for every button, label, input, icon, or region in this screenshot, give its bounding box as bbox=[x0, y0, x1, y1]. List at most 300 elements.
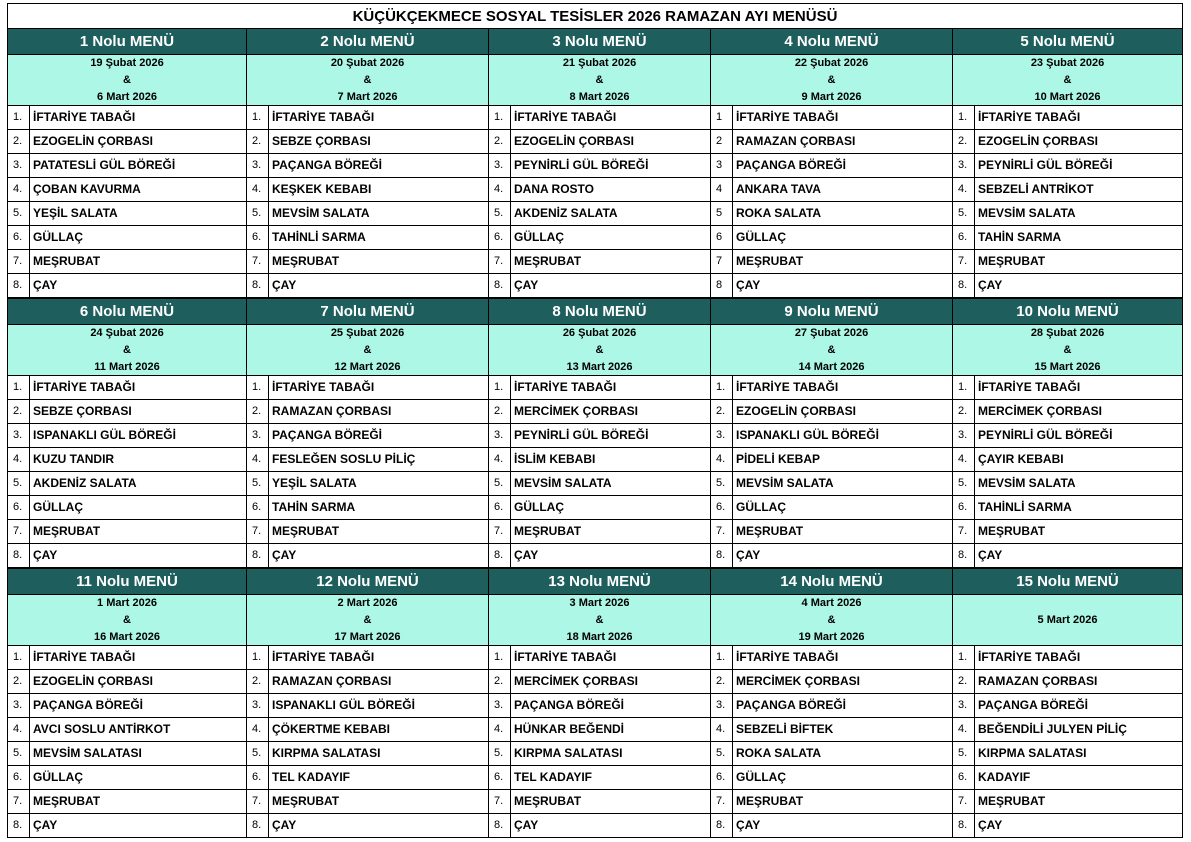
menu-item-row bbox=[247, 376, 488, 400]
menu-item-name: KIRPMA SALATASI bbox=[272, 746, 381, 760]
menu-item-number: 7. bbox=[953, 790, 975, 813]
menu-item-number: 8. bbox=[8, 274, 30, 297]
menu-item-name: İFTARİYE TABAĞI bbox=[978, 110, 1081, 124]
menu-date-line: & bbox=[1063, 73, 1072, 86]
menu-item-name: GÜLLAÇ bbox=[514, 230, 564, 244]
menu-item-row bbox=[8, 496, 246, 520]
menu-item-name: İFTARİYE TABAĞI bbox=[33, 380, 136, 394]
menu-item-number: 6. bbox=[247, 226, 269, 249]
menu-item-name: KADAYIF bbox=[978, 770, 1031, 784]
menu-item-name: ÇAY bbox=[514, 548, 539, 562]
menu-item-number: 1. bbox=[247, 376, 269, 399]
menu-item-row bbox=[953, 718, 1182, 742]
menu-item-name: MEŞRUBAT bbox=[978, 794, 1046, 808]
menu-item-name: ÇAY bbox=[33, 818, 58, 832]
menu-item-row bbox=[8, 718, 246, 742]
menu-item-name: TAHİNLİ SARMA bbox=[978, 500, 1072, 514]
menu-date-line: & bbox=[595, 343, 604, 356]
menu-item-row bbox=[8, 376, 246, 400]
menu-item-name: AKDENİZ SALATA bbox=[514, 206, 618, 220]
menu-item-row bbox=[247, 154, 488, 178]
menu-item-number: 6. bbox=[247, 496, 269, 519]
menu-item-row bbox=[247, 694, 488, 718]
menu-item-row bbox=[711, 718, 952, 742]
menu-date-line: 21 Şubat 2026 bbox=[562, 56, 637, 69]
menu-date-line: & bbox=[363, 343, 372, 356]
menu-item-name: İFTARİYE TABAĞI bbox=[514, 110, 617, 124]
menu-item-number: 3. bbox=[953, 154, 975, 177]
menu-item-row bbox=[247, 226, 488, 250]
menu-item-row bbox=[711, 400, 952, 424]
menu-item-name: DANA ROSTO bbox=[514, 182, 595, 196]
menu-item-number: 7. bbox=[247, 520, 269, 543]
menu-item-row bbox=[711, 766, 952, 790]
menu-item-number: 6. bbox=[8, 496, 30, 519]
menu-item-name: PAÇANGA BÖREĞİ bbox=[33, 698, 144, 712]
menu-title: 3 Nolu MENÜ bbox=[489, 29, 710, 55]
menu-item-row bbox=[489, 376, 710, 400]
menu-item-row bbox=[953, 742, 1182, 766]
menu-item-name: ÇAY bbox=[514, 818, 539, 832]
menu-item-number: 5. bbox=[953, 472, 975, 495]
menu-item-number: 3. bbox=[247, 424, 269, 447]
menu-item-name: MERCİMEK ÇORBASI bbox=[514, 674, 639, 688]
menu-date-line: 26 Şubat 2026 bbox=[562, 326, 637, 339]
menu-item-number: 6. bbox=[711, 766, 733, 789]
menu-item-number: 4. bbox=[8, 448, 30, 471]
menu-item-name: İSLİM KEBABI bbox=[514, 452, 596, 466]
menu-item-number: 1. bbox=[8, 646, 30, 669]
menu-item-number: 8. bbox=[8, 544, 30, 567]
menu-item-number: 2. bbox=[711, 400, 733, 423]
menu-item-row bbox=[489, 130, 710, 154]
menu-item-number: 2 bbox=[711, 130, 733, 153]
menu-item-name: İFTARİYE TABAĞI bbox=[736, 110, 839, 124]
menu-item-number: 6. bbox=[489, 226, 511, 249]
menu-item-name: SEBZE ÇORBASI bbox=[33, 404, 132, 418]
menu-block-row bbox=[7, 28, 1183, 298]
menu-item-number: 6. bbox=[8, 766, 30, 789]
menu-item-row bbox=[247, 448, 488, 472]
menu-column bbox=[952, 29, 1183, 298]
menu-title: 6 Nolu MENÜ bbox=[8, 299, 246, 325]
menu-item-number: 7 bbox=[711, 250, 733, 273]
menu-item-row bbox=[8, 814, 246, 838]
menu-item-name: SEBZELİ ANTRİKOT bbox=[978, 182, 1094, 196]
menu-item-number: 1. bbox=[489, 376, 511, 399]
menu-item-number: 7. bbox=[489, 790, 511, 813]
menu-item-name: ÇAY bbox=[978, 278, 1003, 292]
menu-item-row bbox=[247, 790, 488, 814]
menu-item-row bbox=[247, 106, 488, 130]
menu-item-row bbox=[489, 250, 710, 274]
menu-item-name: AKDENİZ SALATA bbox=[33, 476, 137, 490]
menu-title: 5 Nolu MENÜ bbox=[953, 29, 1182, 55]
menu-date-line: & bbox=[123, 343, 131, 356]
page-title: KÜÇÜKÇEKMECE SOSYAL TESİSLER 2026 RAMAZAN AYI MENÜSÜ bbox=[7, 3, 1183, 28]
menu-item-row bbox=[953, 106, 1182, 130]
menu-item-number: 1. bbox=[711, 376, 733, 399]
menu-item-name: FESLEĞEN SOSLU PİLİÇ bbox=[272, 452, 416, 466]
menu-date-line: 27 Şubat 2026 bbox=[794, 326, 869, 339]
menu-item-name: MEŞRUBAT bbox=[978, 524, 1046, 538]
menu-item-row bbox=[489, 202, 710, 226]
menu-item-row bbox=[8, 544, 246, 568]
menu-item-row bbox=[489, 400, 710, 424]
menu-item-row bbox=[489, 472, 710, 496]
menu-item-number: 3 bbox=[711, 154, 733, 177]
menu-item-row bbox=[489, 670, 710, 694]
menu-item-number: 1. bbox=[953, 376, 975, 399]
menu-item-row bbox=[711, 472, 952, 496]
menu-item-row bbox=[953, 694, 1182, 718]
menu-item-row bbox=[8, 130, 246, 154]
menu-item-row bbox=[711, 424, 952, 448]
menu-item-name: PAÇANGA BÖREĞİ bbox=[272, 158, 383, 172]
menu-item-number: 8. bbox=[247, 544, 269, 567]
menu-dates bbox=[953, 595, 1182, 646]
menu-item-name: ÇAY bbox=[514, 278, 539, 292]
menu-item-name: ÇAY bbox=[736, 548, 761, 562]
menu-date-line: 20 Şubat 2026 bbox=[330, 56, 405, 69]
menu-item-name: GÜLLAÇ bbox=[33, 770, 83, 784]
menu-item-number: 3. bbox=[8, 154, 30, 177]
menu-item-name: EZOGELİN ÇORBASI bbox=[978, 134, 1099, 148]
menu-dates bbox=[711, 595, 952, 646]
menu-item-number: 6. bbox=[953, 226, 975, 249]
menu-item-row bbox=[489, 646, 710, 670]
menu-item-name: İFTARİYE TABAĞI bbox=[33, 650, 136, 664]
menu-item-number: 4. bbox=[247, 178, 269, 201]
menu-item-number: 6. bbox=[953, 766, 975, 789]
menu-item-name: PATATESLİ GÜL BÖREĞİ bbox=[33, 158, 176, 172]
menu-item-row bbox=[489, 718, 710, 742]
menu-item-row bbox=[8, 424, 246, 448]
menu-date-line: 3 Mart 2026 bbox=[569, 596, 630, 609]
menu-item-number: 1. bbox=[489, 106, 511, 129]
menu-item-number: 7. bbox=[953, 250, 975, 273]
menu-item-name: ÇAY bbox=[736, 278, 761, 292]
menu-item-number: 8. bbox=[489, 274, 511, 297]
menu-item-row bbox=[953, 646, 1182, 670]
menu-item-name: EZOGELİN ÇORBASI bbox=[736, 404, 857, 418]
menu-item-name: MERCİMEK ÇORBASI bbox=[514, 404, 639, 418]
menu-item-name: ROKA SALATA bbox=[736, 746, 822, 760]
menu-item-number: 5. bbox=[711, 742, 733, 765]
menu-item-name: MERCİMEK ÇORBASI bbox=[736, 674, 861, 688]
menu-item-name: PAÇANGA BÖREĞİ bbox=[736, 158, 847, 172]
menu-item-name: MEŞRUBAT bbox=[514, 524, 582, 538]
menu-item-row bbox=[8, 106, 246, 130]
menu-item-name: SEBZELİ BİFTEK bbox=[736, 722, 834, 736]
menu-date-line: 4 Mart 2026 bbox=[801, 596, 862, 609]
menu-item-name: KUZU TANDIR bbox=[33, 452, 115, 466]
menu-title: 13 Nolu MENÜ bbox=[489, 569, 710, 595]
menu-item-row bbox=[953, 814, 1182, 838]
menu-item-number: 5. bbox=[711, 472, 733, 495]
menu-item-number: 5. bbox=[489, 742, 511, 765]
menu-item-row bbox=[711, 274, 952, 298]
menu-item-name: PEYNİRLİ GÜL BÖREĞİ bbox=[978, 158, 1113, 172]
menu-date-line: 18 Mart 2026 bbox=[566, 630, 633, 643]
menu-item-name: TAHİN SARMA bbox=[272, 500, 356, 514]
menu-item-name: ÇAY bbox=[272, 548, 297, 562]
menu-dates bbox=[711, 55, 952, 106]
menu-title: 2 Nolu MENÜ bbox=[247, 29, 488, 55]
menu-item-name: TAHİNLİ SARMA bbox=[272, 230, 366, 244]
menu-item-name: TAHİN SARMA bbox=[978, 230, 1062, 244]
menu-item-name: PAÇANGA BÖREĞİ bbox=[978, 698, 1089, 712]
menu-item-row bbox=[711, 106, 952, 130]
menu-item-name: İFTARİYE TABAĞI bbox=[272, 650, 375, 664]
menu-item-name: PİDELİ KEBAP bbox=[736, 452, 821, 466]
menu-item-name: KIRPMA SALATASI bbox=[514, 746, 623, 760]
menu-item-number: 1. bbox=[953, 106, 975, 129]
menu-item-name: MEŞRUBAT bbox=[33, 254, 101, 268]
menu-title: 14 Nolu MENÜ bbox=[711, 569, 952, 595]
menu-item-number: 3. bbox=[8, 694, 30, 717]
menu-item-row bbox=[247, 424, 488, 448]
menu-item-name: YEŞİL SALATA bbox=[33, 206, 118, 220]
menu-item-number: 6. bbox=[8, 226, 30, 249]
menu-item-number: 5. bbox=[953, 202, 975, 225]
menu-item-name: PAÇANGA BÖREĞİ bbox=[272, 428, 383, 442]
menu-item-row bbox=[711, 670, 952, 694]
menu-item-row bbox=[489, 274, 710, 298]
menu-item-row bbox=[247, 646, 488, 670]
menu-date-line: 13 Mart 2026 bbox=[566, 360, 633, 373]
menu-item-name: YEŞİL SALATA bbox=[272, 476, 357, 490]
menu-item-name: SEBZE ÇORBASI bbox=[272, 134, 371, 148]
menu-item-row bbox=[247, 814, 488, 838]
menu-item-row bbox=[8, 520, 246, 544]
menu-item-row bbox=[711, 178, 952, 202]
menu-dates bbox=[953, 55, 1182, 106]
menu-item-row bbox=[711, 814, 952, 838]
menu-item-number: 3. bbox=[953, 424, 975, 447]
menu-date-line: 8 Mart 2026 bbox=[569, 90, 630, 103]
menu-item-row bbox=[247, 520, 488, 544]
menu-title: 8 Nolu MENÜ bbox=[489, 299, 710, 325]
menu-item-name: ÇAY bbox=[33, 548, 58, 562]
menu-column bbox=[7, 299, 246, 568]
menu-item-name: MEVSİM SALATA bbox=[514, 476, 612, 490]
menu-item-name: GÜLLAÇ bbox=[736, 230, 786, 244]
menu-item-number: 6. bbox=[953, 496, 975, 519]
menu-item-row bbox=[953, 472, 1182, 496]
menu-item-number: 5. bbox=[489, 202, 511, 225]
menu-item-name: EZOGELİN ÇORBASI bbox=[33, 134, 154, 148]
menu-item-row bbox=[953, 766, 1182, 790]
menu-item-name: MEŞRUBAT bbox=[272, 524, 340, 538]
menu-item-number: 2. bbox=[953, 400, 975, 423]
menu-item-number: 2. bbox=[489, 670, 511, 693]
menu-item-row bbox=[489, 544, 710, 568]
menu-item-name: ISPANAKLI GÜL BÖREĞİ bbox=[736, 428, 879, 442]
menu-item-row bbox=[247, 496, 488, 520]
menu-date-line: 6 Mart 2026 bbox=[97, 90, 157, 103]
menu-title: 10 Nolu MENÜ bbox=[953, 299, 1182, 325]
menu-item-name: PAÇANGA BÖREĞİ bbox=[736, 698, 847, 712]
menu-column bbox=[246, 299, 488, 568]
menu-item-row bbox=[247, 250, 488, 274]
menu-item-number: 5. bbox=[8, 202, 30, 225]
menu-column bbox=[952, 569, 1183, 838]
menu-item-name: MEŞRUBAT bbox=[736, 254, 804, 268]
menu-item-row bbox=[489, 790, 710, 814]
menu-title: 7 Nolu MENÜ bbox=[247, 299, 488, 325]
menu-item-row bbox=[711, 694, 952, 718]
menu-dates bbox=[489, 595, 710, 646]
menu-item-row bbox=[247, 670, 488, 694]
menu-item-number: 2. bbox=[711, 670, 733, 693]
menu-date-line: 24 Şubat 2026 bbox=[90, 326, 164, 339]
menu-item-name: MEŞRUBAT bbox=[736, 794, 804, 808]
menu-item-name: MEŞRUBAT bbox=[978, 254, 1046, 268]
menu-item-name: İFTARİYE TABAĞI bbox=[978, 380, 1081, 394]
menu-item-row bbox=[953, 250, 1182, 274]
menu-item-number: 4. bbox=[953, 178, 975, 201]
menu-item-name: HÜNKAR BEĞENDİ bbox=[514, 722, 625, 736]
menu-item-number: 5. bbox=[8, 742, 30, 765]
menu-item-row bbox=[953, 376, 1182, 400]
menu-item-number: 5 bbox=[711, 202, 733, 225]
menu-item-number: 2. bbox=[247, 130, 269, 153]
menu-item-number: 4. bbox=[711, 448, 733, 471]
menu-item-number: 5. bbox=[247, 202, 269, 225]
menu-item-number: 8. bbox=[953, 814, 975, 837]
menu-item-number: 2. bbox=[953, 670, 975, 693]
menu-item-number: 7. bbox=[8, 790, 30, 813]
menu-item-name: ISPANAKLI GÜL BÖREĞİ bbox=[33, 428, 176, 442]
menu-item-number: 3. bbox=[247, 154, 269, 177]
menu-item-number: 4. bbox=[8, 718, 30, 741]
menu-item-row bbox=[8, 154, 246, 178]
menu-item-name: GÜLLAÇ bbox=[33, 230, 83, 244]
menu-item-name: İFTARİYE TABAĞI bbox=[514, 380, 617, 394]
menu-item-name: MERCİMEK ÇORBASI bbox=[978, 404, 1103, 418]
menu-item-number: 7. bbox=[247, 790, 269, 813]
menu-item-row bbox=[953, 424, 1182, 448]
menu-column bbox=[246, 29, 488, 298]
menu-item-number: 8. bbox=[953, 544, 975, 567]
menu-item-row bbox=[8, 226, 246, 250]
menu-item-number: 1. bbox=[8, 376, 30, 399]
menu-item-number: 8. bbox=[8, 814, 30, 837]
menu-date-line: 16 Mart 2026 bbox=[93, 630, 161, 643]
menu-item-number: 7. bbox=[247, 250, 269, 273]
menu-item-number: 1. bbox=[711, 646, 733, 669]
menu-item-row bbox=[8, 250, 246, 274]
menu-item-row bbox=[489, 496, 710, 520]
menu-item-name: İFTARİYE TABAĞI bbox=[736, 380, 839, 394]
menu-item-row bbox=[489, 106, 710, 130]
menu-date-line: 22 Şubat 2026 bbox=[794, 56, 869, 69]
menu-item-name: GÜLLAÇ bbox=[33, 500, 83, 514]
menu-item-number: 7. bbox=[489, 250, 511, 273]
menu-dates bbox=[953, 325, 1182, 376]
menu-date-line: & bbox=[827, 343, 836, 356]
menu-sheet bbox=[7, 3, 1183, 838]
menu-item-number: 4. bbox=[953, 448, 975, 471]
menu-item-name: RAMAZAN ÇORBASI bbox=[272, 404, 392, 418]
menu-item-number: 7. bbox=[8, 520, 30, 543]
menu-item-number: 4. bbox=[489, 178, 511, 201]
menu-item-number: 3. bbox=[247, 694, 269, 717]
menu-item-number: 6 bbox=[711, 226, 733, 249]
menu-item-number: 6. bbox=[489, 766, 511, 789]
menu-item-row bbox=[711, 376, 952, 400]
menu-item-name: MEVSİM SALATA bbox=[978, 206, 1076, 220]
menu-item-number: 4 bbox=[711, 178, 733, 201]
menu-item-row bbox=[247, 202, 488, 226]
menu-item-row bbox=[8, 178, 246, 202]
menu-item-number: 7. bbox=[953, 520, 975, 543]
menu-item-name: RAMAZAN ÇORBASI bbox=[978, 674, 1098, 688]
menu-item-name: ÇAY bbox=[978, 818, 1003, 832]
menu-column bbox=[710, 29, 952, 298]
menu-item-number: 3. bbox=[8, 424, 30, 447]
menu-item-number: 5. bbox=[247, 742, 269, 765]
menu-column bbox=[7, 569, 246, 838]
menu-item-name: GÜLLAÇ bbox=[736, 770, 786, 784]
menu-title: 12 Nolu MENÜ bbox=[247, 569, 488, 595]
menu-date-line: 12 Mart 2026 bbox=[334, 360, 401, 373]
menu-item-number: 6. bbox=[489, 496, 511, 519]
menu-item-row bbox=[247, 766, 488, 790]
menu-item-number: 3. bbox=[953, 694, 975, 717]
menu-item-number: 8. bbox=[247, 274, 269, 297]
menu-item-name: İFTARİYE TABAĞI bbox=[736, 650, 839, 664]
menu-item-name: İFTARİYE TABAĞI bbox=[272, 110, 375, 124]
menu-date-line: 5 Mart 2026 bbox=[1037, 613, 1098, 626]
menu-item-number: 8. bbox=[489, 814, 511, 837]
menu-column bbox=[488, 29, 710, 298]
menu-item-number: 3. bbox=[711, 424, 733, 447]
menu-date-line: & bbox=[123, 613, 131, 626]
menu-item-number: 1. bbox=[247, 106, 269, 129]
menu-item-number: 4. bbox=[489, 448, 511, 471]
menu-item-name: İFTARİYE TABAĞI bbox=[514, 650, 617, 664]
menu-date-line: 7 Mart 2026 bbox=[337, 90, 398, 103]
menu-item-name: GÜLLAÇ bbox=[736, 500, 786, 514]
menu-item-row bbox=[711, 130, 952, 154]
menu-item-number: 3. bbox=[489, 154, 511, 177]
menu-item-row bbox=[8, 274, 246, 298]
menu-block-row bbox=[7, 568, 1183, 838]
menu-title: 15 Nolu MENÜ bbox=[953, 569, 1182, 595]
menu-item-number: 4. bbox=[489, 718, 511, 741]
menu-item-row bbox=[8, 766, 246, 790]
menu-item-name: ANKARA TAVA bbox=[736, 182, 821, 196]
menu-dates bbox=[8, 595, 246, 646]
menu-item-row bbox=[711, 790, 952, 814]
menu-item-number: 4. bbox=[247, 448, 269, 471]
menu-date-line: 28 Şubat 2026 bbox=[1030, 326, 1105, 339]
menu-item-row bbox=[953, 274, 1182, 298]
menu-item-row bbox=[953, 496, 1182, 520]
menu-item-name: MEŞRUBAT bbox=[272, 794, 340, 808]
menu-item-row bbox=[711, 646, 952, 670]
menu-item-row bbox=[489, 178, 710, 202]
menu-item-name: ROKA SALATA bbox=[736, 206, 822, 220]
menu-item-row bbox=[489, 226, 710, 250]
menu-item-name: ISPANAKLI GÜL BÖREĞİ bbox=[272, 698, 415, 712]
menu-item-number: 2. bbox=[489, 400, 511, 423]
menu-item-number: 4. bbox=[711, 718, 733, 741]
menu-item-name: ÇAY bbox=[272, 818, 297, 832]
menu-item-name: İFTARİYE TABAĞI bbox=[33, 110, 136, 124]
